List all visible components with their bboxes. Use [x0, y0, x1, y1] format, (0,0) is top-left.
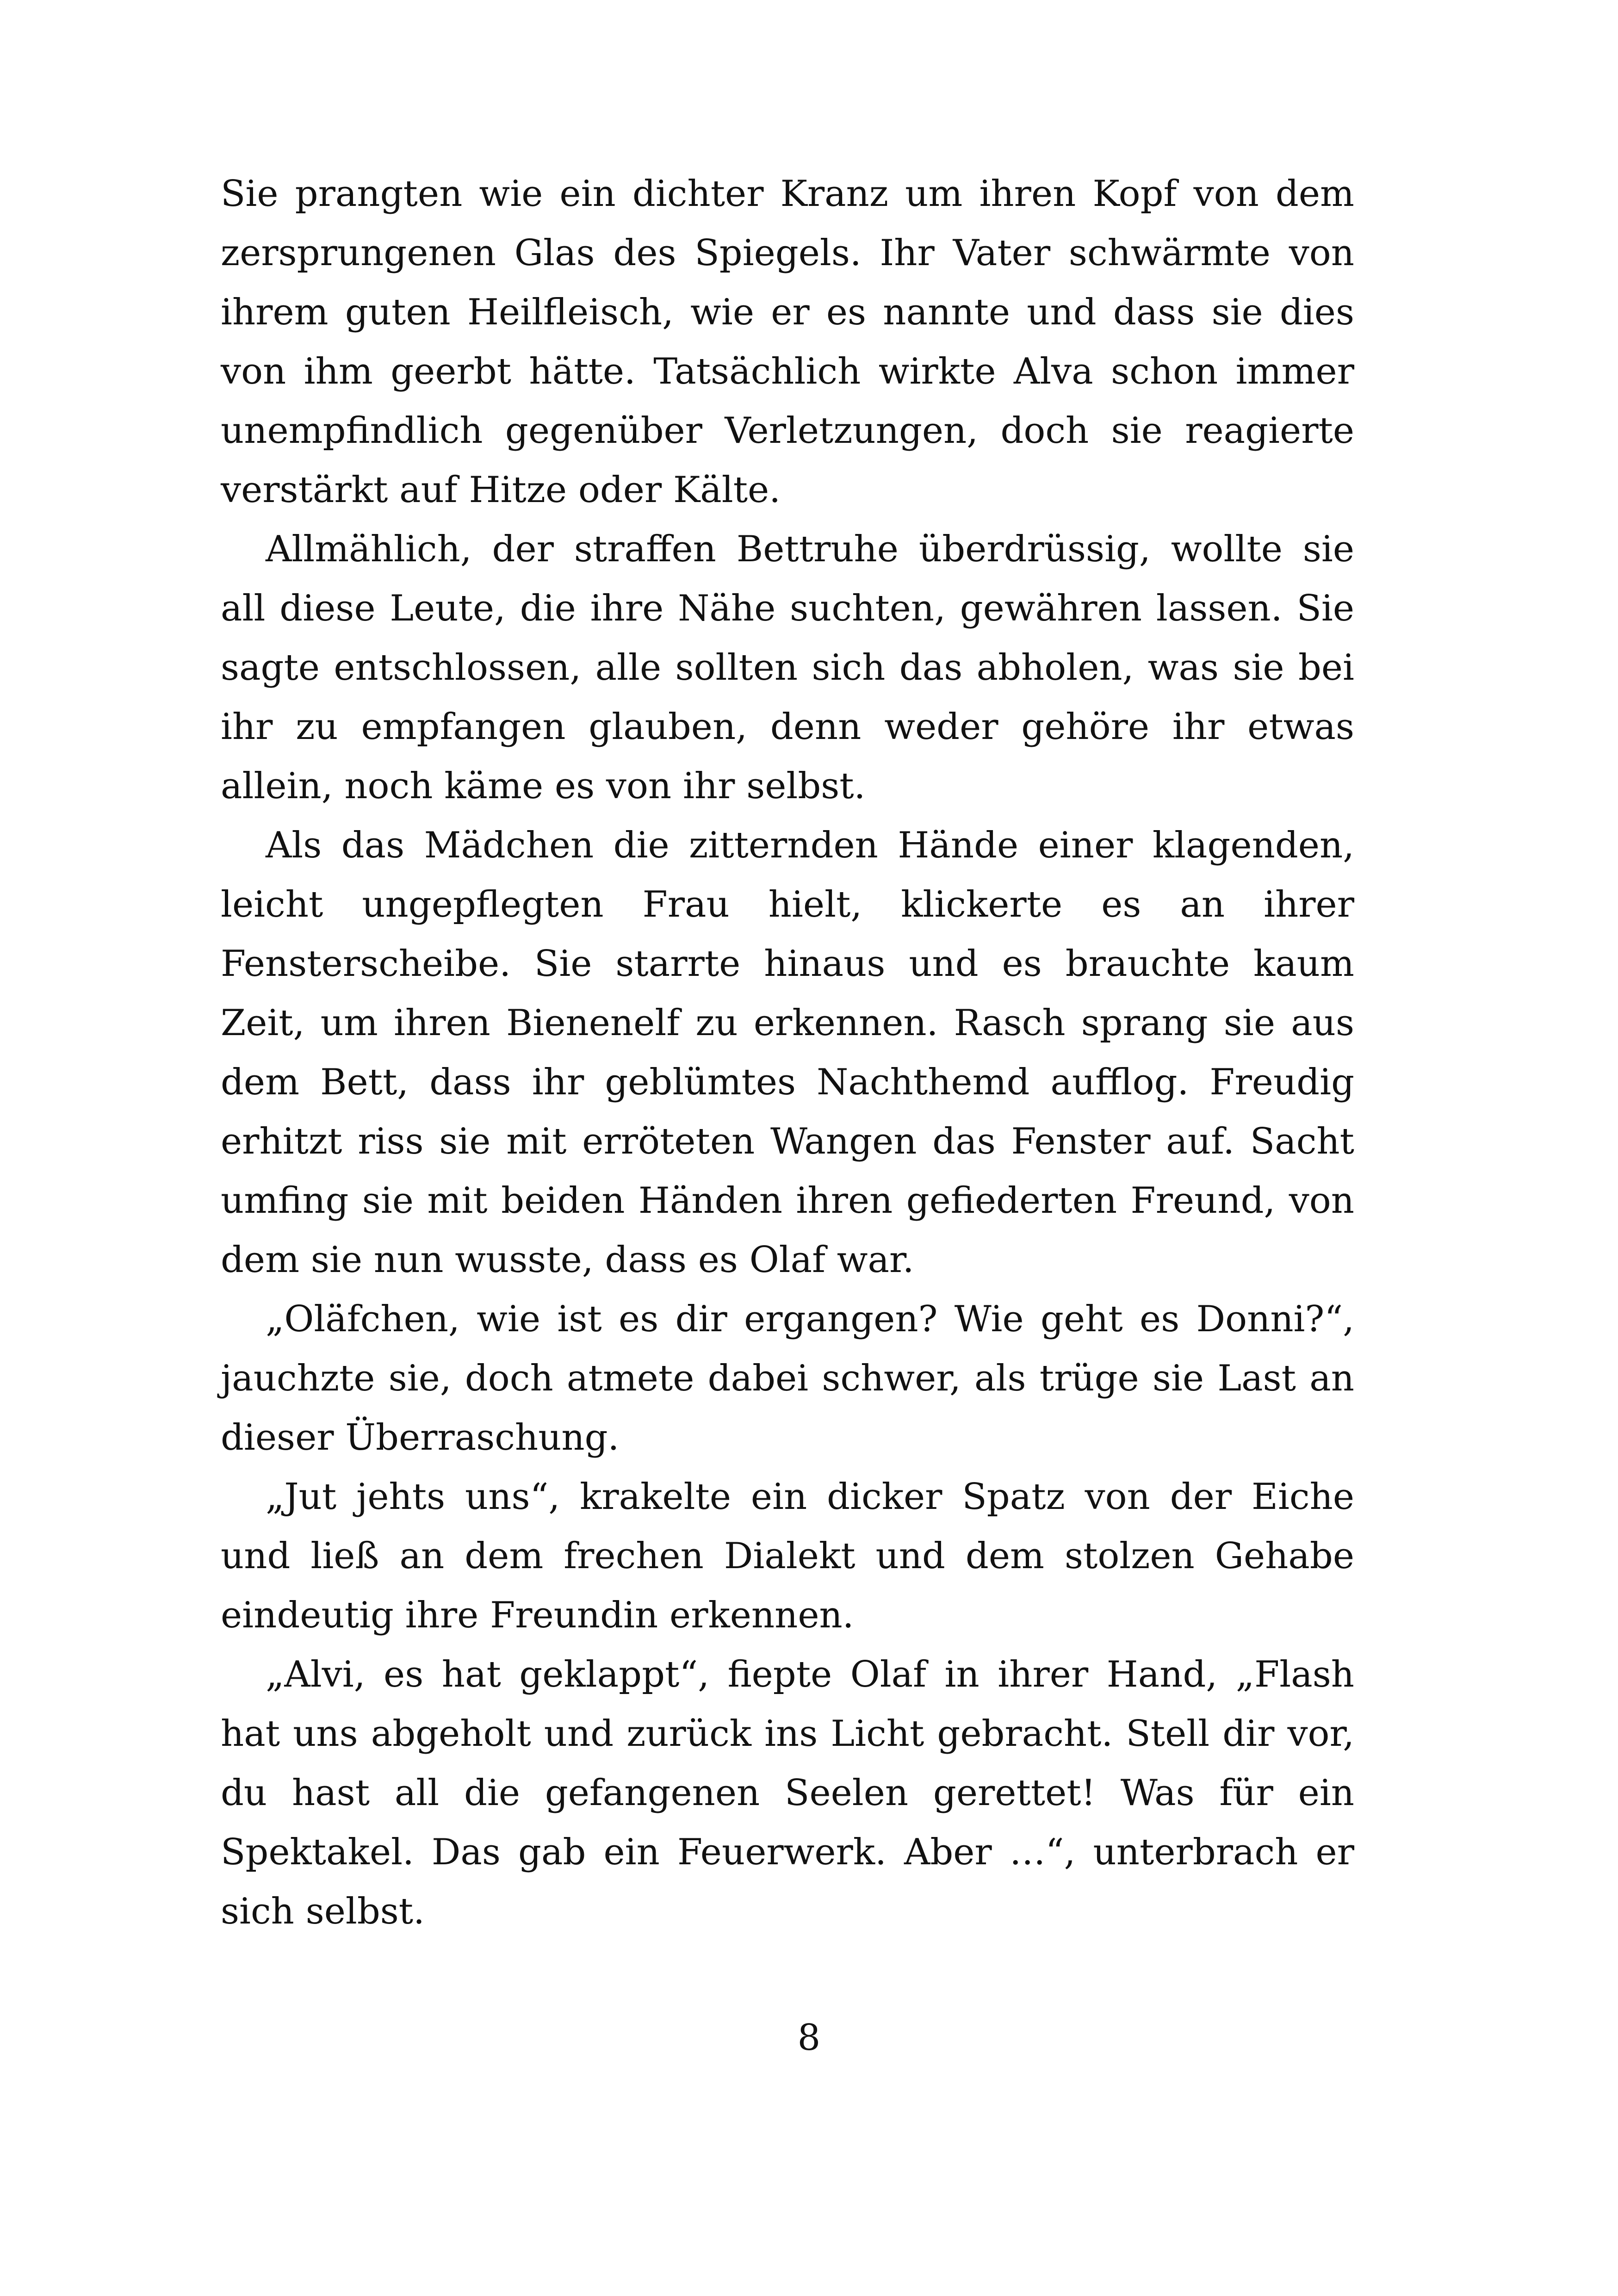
paragraph-4: „Oläfchen, wie ist es dir ergangen? Wie geht es Donni?“, jauchzte sie, doch atmete dabei schwer, als trüge sie Last an dieser Überraschung.: [221, 1298, 1354, 1458]
paragraph-1: Sie prangten wie ein dichter Kranz um ihren Kopf von dem zersprungenen Glas des Spiegels. Ihr Vater schwärmte von ihrem guten Heilfleisch, wie er es nannte und dass sie dies von ihm geerbt hätte. Tatsächlich wirkte Alva schon immer unempfindlich gegenüber Verletzungen, doch sie reagierte verstärkt auf Hitze oder Kälte.: [221, 173, 1354, 511]
paragraph-2: Allmählich, der straffen Bettruhe überdrüssig, wollte sie all diese Leute, die ihre Nähe suchten, gewähren lassen. Sie sagte entschlossen, alle sollten sich das abholen, was sie bei ihr zu empfangen glauben, denn weder gehöre ihr etwas allein, noch käme es von ihr selbst.: [221, 528, 1354, 807]
page-number: 8: [797, 2017, 821, 2059]
paragraph-5: „Jut jehts uns“, krakelte ein dicker Spatz von der Eiche und ließ an dem frechen Dialekt und dem stolzen Gehabe eindeutig ihre Freundin erkennen.: [221, 1476, 1354, 1636]
paragraph-3: Als das Mädchen die zitternden Hände einer klagenden, leicht ungepflegten Frau hielt, klickerte es an ihrer Fensterscheibe. Sie starrte hinaus und es brauchte kaum Zeit, um ihren Bienenelf zu erkennen. Rasch sprang sie aus dem Bett, dass ihr geblümtes Nachthemd aufflog. Freudig erhitzt riss sie mit erröteten Wangen das Fenster auf. Sacht umfing sie mit beiden Händen ihren gefiederten Freund, von dem sie nun wusste, dass es Olaf war.: [221, 825, 1354, 1281]
paragraph-6: „Alvi, es hat geklappt“, fiepte Olaf in ihrer Hand, „Flash hat uns abgeholt und zurück ins Licht gebracht. Stell dir vor, du hast all die gefangenen Seelen gerettet! Was für ein Spektakel. Das gab ein Feuerwerk. Aber …“, unterbrach er sich selbst.: [221, 1654, 1354, 1932]
body-text: [221, 164, 1354, 1941]
